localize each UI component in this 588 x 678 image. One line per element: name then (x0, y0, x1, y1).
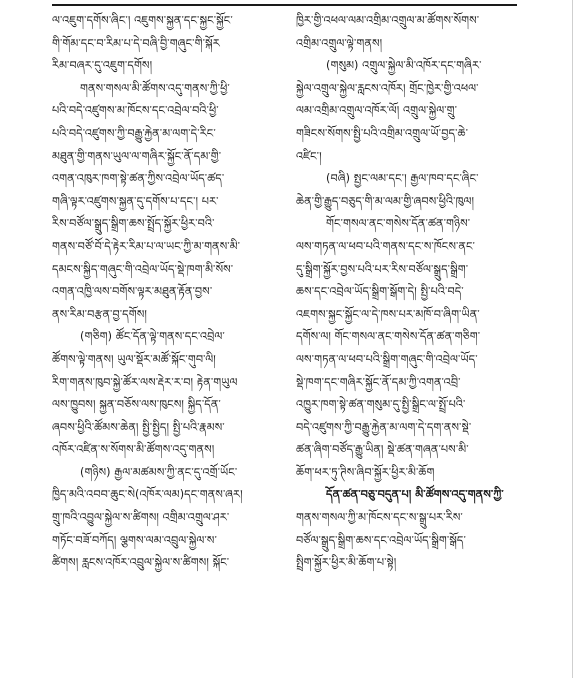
text-line: ཚན་ཞིག་བཙོད་རྒྱུ་ཡིན། སྡེ་ཚན་གཞན་པས་མི་ (296, 443, 469, 457)
page-edge-rule (572, 0, 573, 678)
text-line: འགན་འཁུར་ཁག་སྟེ་ཚན་ཀྱིས་འབྲེལ་ཡོད་ཚད་ (52, 172, 225, 186)
text-line: འགན་འཁྱི་ལས་བགོས་ལྟར་མཐུན་རྟོན་བྱས་ (52, 285, 213, 299)
text-line: སྐྱེལ་འགྲུལ་སྐྱེལ་རླངས་འཁོར། གྲོང་ཁྱེར་གྱི་འཕལ་ (296, 81, 479, 95)
text-line: ཆོག་ཕར་ཏུ་ཊིས་ཞིབ་སྐྱོར་ཕྱིར་མི་ཆོག (296, 465, 435, 479)
text-line: དུ་སྒྲིག་སྐྱོར་བྱས་པའི་པར་རིས་བཙོལ་སྒྲུད་སྒྲིག་ (296, 262, 469, 276)
text-line: གནས་བཙོ་བོ་དེ་རྟེར་རིམ་པ་ལ་ཡང་ཀྱི་མ་གནས་མི་ (52, 239, 241, 253)
text-line: བཙོལ་སྒྲུད་སྒྲིག་ཆས་དང་འབྲེལ་ཡོད་སྒྲིག་སྒོད་ (296, 533, 466, 547)
text-line: (གཉིས) རྒྱལ་མཚམས་ཀྱི་ནང་དུ་འགྲོ་ཡོང་ (80, 465, 238, 479)
text-line: ཁྱིད་མའི་འབབ་ཆུང་སེ(འཁོར་ལམ)དང་གནས་ཞར། (52, 488, 243, 502)
text-line: འཛིང་། (296, 149, 322, 163)
text-line: བདེ་འཛུགས་ཀྱི་བརྒྱུ་རྐྱེན་མ་ལག་དེ་དག་ནས་སྡེ་ (296, 420, 472, 434)
text-line: འཁྱུར་ཁག་སྟེ་ཚན་གསུམ་དུ་སྤྱི་སྒྲིང་ལ་སྤྲོ་པའི་ (296, 398, 466, 412)
text-line: (གསུམ) འགྲུལ་སྐྱེལ་མི་འཁོར་དང་གཞིར་ (326, 59, 482, 73)
text-line: ལམ་འགྲིམ་འགྲུལ་འཁོར་ལོ། འགྲུལ་སྐྱེལ་གྲུ་ (296, 104, 458, 118)
text-line: ཆེན་གྱི་རྒྱུད་བཅུད་གི་མ་ལམ་གྱི་ཞབས་ཕྱིའི་ཁུལ། (296, 194, 475, 208)
text-line: དམངས་སྐྱིད་གཞུང་གི་འབྲེལ་ཡོད་སྡེ་ཁག་མི་སོས་ (52, 262, 234, 276)
text-line: ལས་གཏན་ལ་ཕབ་པའི་སྒྲིག་གཞུང་གི་འབྲེལ་ཡོད་ (296, 352, 478, 366)
text-line: པའི་བདེ་འཛུགས་ཀྱི་བརྒྱུ་རྐྱེན་མ་ལག་དེ་རིང་ (52, 126, 216, 140)
text-line: འཇགས་སྐྱང་སྐྱོང་ལ་དེ་ཁས་པར་མཁོ་བ་ཞིག་ཡིན་ (296, 307, 480, 321)
left-text-column (52, 10, 280, 575)
top-rule (52, 4, 517, 6)
text-line: པའི་བདེ་འཛུགས་མ་ཁོངས་དང་འབྲེལ་བའི་ཕྱི་ (52, 104, 219, 118)
text-line: ལས་གཏན་ལ་ཕབ་པའི་གནས་དང་ས་ཁོངས་ནང་ (296, 239, 475, 253)
text-line: སྤྲིག་སྐྱོར་ཕྱིར་མི་ཆོག་པ་སྟེ། (296, 556, 397, 570)
text-line: གཞི་ལྟར་འཛུགས་སྐྱན་དུ་དགོས་པ་དང་། པར་ (52, 194, 219, 208)
text-line: མཐུན་གྱི་གནས་ཡུལ་ལ་གཞིར་སྐྱོང་ནོ་དམ་གྱི་ (52, 149, 222, 163)
text-line: འཁོར་འཛིན་ས་སོགས་མི་ཚོགས་འདུ་གནས། (52, 443, 215, 457)
text-line: རིམ་བཞར་དུ་འཇུག་དགོས། (52, 59, 153, 73)
text-line: ཚོགས་ལྟེ་གནས། ཡུལ་སྡོར་མཚོ་སྐོང་གུབ་ལི། (52, 352, 216, 366)
text-line: གོང་གསལ་ནང་གསེས་དོན་ཚན་གཉིས་ (326, 217, 471, 231)
text-line: དོན་ཚན་བཅུ་བདུན་པ། མི་ཚོགས་འདུ་གནས་ཀྱི་ (326, 488, 504, 502)
text-line: རིག་གནས་ཁུབ་སྐྱེ་ཚོར་ལས་རྡེར་ར་བ། རྟེན་གཡུལ (52, 375, 238, 389)
text-line: ལ་འཇུག་དགོས་ཞིང་། འཇུགས་སྐྱན་དང་སྐྱང་སྐྱོང་ (52, 14, 233, 27)
text-line: རིས་བཙོལ་སྒྲུད་སྒྲིག་ཆས་སྤྲོད་སྐྱོར་ཕྱིར་བའི་ (52, 217, 215, 231)
text-line: ཚིགས། རླངས་འཁོར་འབྲུལ་སྐྱེལ་ས་ཚིགས། སྐོང་ (52, 556, 230, 570)
text-line: སྡེ་ཁག་དང་གཞིར་སྐྱོང་ནོ་དམ་ཀྱི་འགན་འབྲི་ (296, 375, 461, 389)
text-line: ཁྱིར་གྱི་འཕལ་ལམ་འགྲིམ་འགྲུལ་མ་ཚོགས་སོགས་ (296, 14, 480, 27)
text-line: གནས་གསལ་ཀྱི་མ་ཁོངས་དང་ས་སྒྲུ་པར་རིས་ (296, 511, 463, 525)
text-line: གཏོང་བཟོ་བཀོད། ལྕགས་ལམ་འབྲུལ་སྐྱེལ་ས་ (52, 533, 217, 547)
text-line: (གཅིག) ཚོང་དོན་ལྟེ་གནས་དང་འབྲེལ་ (80, 330, 225, 344)
text-line: ཞབས་ཕྱིའི་ཚོམས་ཆེན། སྤྱི་སྤྱིད། སྤྱི་པའི་རྣམས་ (52, 420, 225, 434)
text-line: གཟིངས་སོགས་སྤྱི་པའི་འགྲིམ་འགྲུལ་ཡོ་བྱད་ཆེ་ (296, 126, 469, 140)
text-line: གི་གོམ་དང་བ་རིམ་པ་དེ་བཞི་བྱི་གཞུང་གི་སྐོར (52, 36, 220, 50)
text-line: གྲུ་ཁའི་འབྱུལ་སྐྱེལ་ས་ཚིགས། འགྲིམ་འགྲུལ་ཤར་ (52, 511, 230, 525)
text-line: དགོས་ལ། གོང་གསལ་ནང་གསེས་དོན་ཚན་གཅིག་ (296, 330, 481, 344)
text-line: (བཞི) སྤྱང་ལམ་དང་། རྒྱལ་ཁབ་དང་ཞིང་ (326, 172, 479, 186)
text-line: ལས་ཁྱུབས། སྐྱན་བཅོས་ལས་ཁུངས། སྐྱིད་དོན་ (52, 398, 221, 412)
right-text-column (296, 10, 518, 575)
text-line: གནས་གསལ་མི་ཚོགས་འདུ་གནས་ཀྱི་ཕྱི་ (80, 81, 230, 95)
text-line: འགྲིམ་འགྲུལ་ལྟེ་གནས། (296, 36, 383, 50)
text-line: ནས་རིམ་བརྩན་བྱ་དགོས། (52, 307, 147, 321)
text-line: ཆས་དང་འབྲེལ་ཡོད་སྒྲིག་སྒོག་དེ། སྤྱི་པའི་བདེ་ (296, 285, 464, 299)
